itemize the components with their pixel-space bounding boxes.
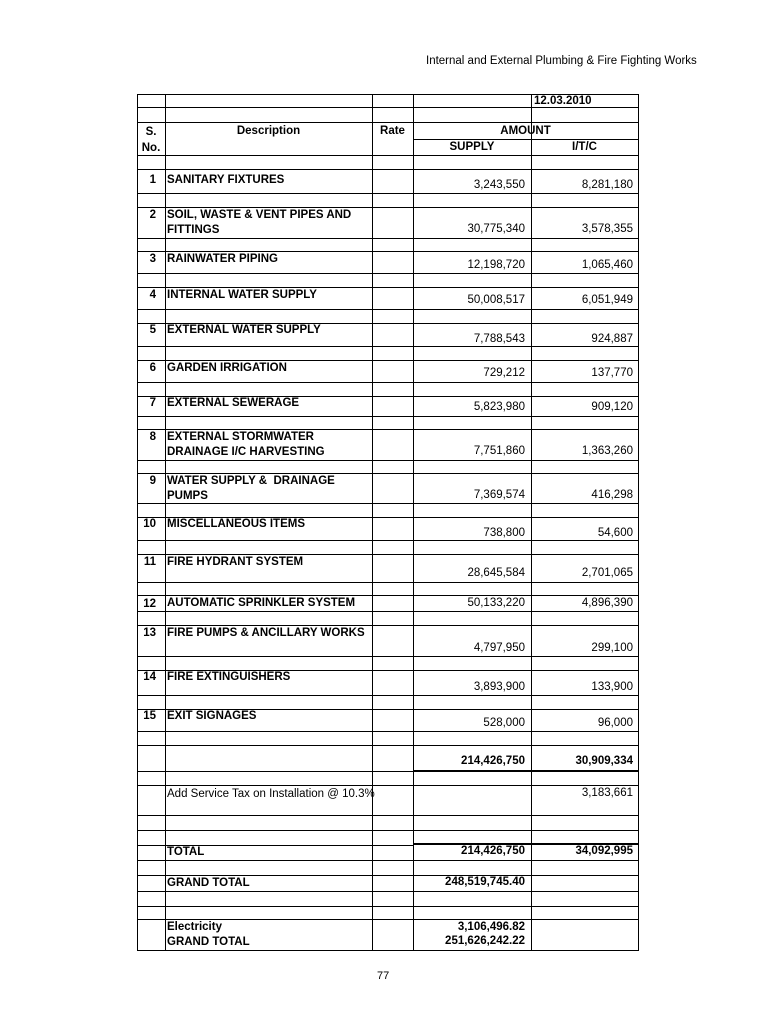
total-label: TOTAL bbox=[167, 846, 205, 858]
item-description: EXIT SIGNAGES bbox=[167, 710, 257, 722]
column-header-rate: Rate bbox=[380, 125, 405, 137]
item-itc: 924,887 bbox=[591, 333, 633, 345]
item-description: FIRE HYDRANT SYSTEM bbox=[167, 556, 304, 568]
item-number: 1 bbox=[149, 174, 156, 186]
item-description: EXTERNAL STORMWATER DRAINAGE I/C HARVESTING bbox=[167, 431, 325, 458]
item-itc: 1,363,260 bbox=[581, 445, 633, 457]
column-divider bbox=[165, 94, 166, 951]
item-number: 10 bbox=[143, 518, 156, 530]
row-line bbox=[137, 193, 638, 194]
column-header-amount: AMOUNT bbox=[500, 125, 551, 137]
item-supply: 30,775,340 bbox=[467, 223, 525, 235]
column-divider bbox=[531, 94, 532, 951]
column-header-itc: I/T/C bbox=[572, 141, 597, 153]
item-description: EXTERNAL WATER SUPPLY bbox=[167, 324, 321, 336]
item-itc: 4,896,390 bbox=[581, 597, 633, 609]
item-number: 6 bbox=[149, 362, 156, 374]
item-number: 15 bbox=[143, 710, 156, 722]
item-supply: 7,788,543 bbox=[473, 333, 525, 345]
total-supply: 214,426,750 bbox=[461, 845, 525, 857]
row-line bbox=[137, 460, 638, 461]
final-grand-total-value: 251,626,242.22 bbox=[445, 935, 525, 947]
row-line bbox=[137, 611, 638, 612]
row-line bbox=[137, 815, 638, 816]
service-tax-itc: 3,183,661 bbox=[581, 787, 633, 799]
date-cell: 12.03.2010 bbox=[534, 95, 592, 107]
item-itc: 8,281,180 bbox=[581, 179, 633, 191]
total-itc: 34,092,995 bbox=[575, 845, 633, 857]
column-header-description: Description bbox=[236, 125, 301, 137]
item-itc: 6,051,949 bbox=[581, 294, 633, 306]
row-line bbox=[137, 695, 638, 696]
item-description: INTERNAL WATER SUPPLY bbox=[167, 289, 317, 301]
item-description: RAINWATER PIPING bbox=[167, 253, 278, 265]
grand-total-label: GRAND TOTAL bbox=[167, 877, 250, 889]
service-tax-label: Add Service Tax on Installation @ 10.3% bbox=[167, 788, 375, 800]
item-supply: 7,751,860 bbox=[473, 445, 525, 457]
item-supply: 5,823,980 bbox=[473, 401, 525, 413]
item-supply: 729,212 bbox=[483, 367, 525, 379]
item-itc: 137,770 bbox=[591, 367, 633, 379]
item-itc: 3,578,355 bbox=[581, 223, 633, 235]
item-itc: 416,298 bbox=[591, 489, 633, 501]
item-itc: 1,065,460 bbox=[581, 259, 633, 271]
item-supply: 3,243,550 bbox=[473, 179, 525, 191]
row-line bbox=[137, 731, 638, 732]
electricity-value: 3,106,496.82 bbox=[457, 921, 525, 933]
grand-total-value: 248,519,745.40 bbox=[445, 876, 525, 888]
subtotal-supply: 214,426,750 bbox=[461, 755, 525, 767]
row-line bbox=[137, 656, 638, 657]
row-line bbox=[137, 771, 413, 772]
item-number: 12 bbox=[143, 598, 156, 610]
item-description: SANITARY FIXTURES bbox=[167, 174, 285, 186]
item-supply: 738,800 bbox=[483, 527, 525, 539]
item-supply: 28,645,584 bbox=[467, 567, 525, 579]
row-line bbox=[137, 860, 638, 861]
item-supply: 50,133,220 bbox=[467, 597, 525, 609]
table-border-bottom bbox=[137, 950, 638, 951]
item-number: 4 bbox=[149, 289, 156, 301]
item-itc: 299,100 bbox=[591, 642, 633, 654]
final-grand-total-label: GRAND TOTAL bbox=[167, 936, 250, 948]
row-line bbox=[137, 906, 638, 907]
column-header-supply: SUPPLY bbox=[449, 141, 495, 153]
item-description: AUTOMATIC SPRINKLER SYSTEM bbox=[167, 597, 356, 609]
item-supply: 4,797,950 bbox=[473, 642, 525, 654]
item-number: 13 bbox=[143, 627, 156, 639]
row-line bbox=[137, 382, 638, 383]
item-itc: 96,000 bbox=[597, 717, 633, 729]
document-header: Internal and External Plumbing & Fire Fighting Works bbox=[426, 55, 697, 67]
column-divider bbox=[372, 94, 373, 951]
table-border-right bbox=[638, 94, 639, 951]
item-supply: 528,000 bbox=[483, 717, 525, 729]
electricity-label: Electricity bbox=[167, 921, 222, 933]
row-line bbox=[137, 582, 638, 583]
item-description: FIRE PUMPS & ANCILLARY WORKS bbox=[167, 627, 365, 639]
row-line bbox=[137, 309, 638, 310]
row-line bbox=[137, 830, 638, 831]
row-line bbox=[137, 122, 638, 123]
item-number: 7 bbox=[149, 397, 156, 409]
item-number: 11 bbox=[143, 556, 156, 568]
item-itc: 54,600 bbox=[597, 527, 633, 539]
item-description: MISCELLANEOUS ITEMS bbox=[167, 518, 306, 530]
item-supply: 7,369,574 bbox=[473, 489, 525, 501]
subtotal-itc: 30,909,334 bbox=[575, 755, 633, 767]
item-description: FIRE EXTINGUISHERS bbox=[167, 671, 291, 683]
column-header-sno: S. No. bbox=[141, 126, 161, 154]
row-line bbox=[137, 416, 638, 417]
row-line bbox=[137, 238, 638, 239]
item-supply: 12,198,720 bbox=[467, 259, 525, 271]
item-description: EXTERNAL SEWERAGE bbox=[167, 397, 300, 409]
row-line bbox=[137, 745, 638, 746]
item-number: 8 bbox=[149, 431, 156, 443]
item-itc: 2,701,065 bbox=[581, 567, 633, 579]
item-supply: 3,893,900 bbox=[473, 681, 525, 693]
item-number: 9 bbox=[149, 475, 156, 487]
row-line bbox=[137, 169, 638, 170]
item-number: 3 bbox=[149, 253, 156, 265]
item-number: 2 bbox=[149, 209, 156, 221]
item-number: 14 bbox=[143, 671, 156, 683]
item-itc: 133,900 bbox=[591, 681, 633, 693]
item-description: SOIL, WASTE & VENT PIPES AND FITTINGS bbox=[167, 209, 352, 236]
item-itc: 909,120 bbox=[591, 401, 633, 413]
page-number: 77 bbox=[377, 970, 390, 982]
item-description: WATER SUPPLY & DRAINAGE PUMPS bbox=[167, 475, 335, 502]
row-line bbox=[137, 155, 638, 156]
item-number: 5 bbox=[149, 324, 156, 336]
row-line bbox=[137, 273, 638, 274]
row-line bbox=[137, 891, 638, 892]
item-description: GARDEN IRRIGATION bbox=[167, 362, 287, 374]
subtotal-rule bbox=[413, 770, 638, 772]
item-supply: 50,008,517 bbox=[467, 294, 525, 306]
